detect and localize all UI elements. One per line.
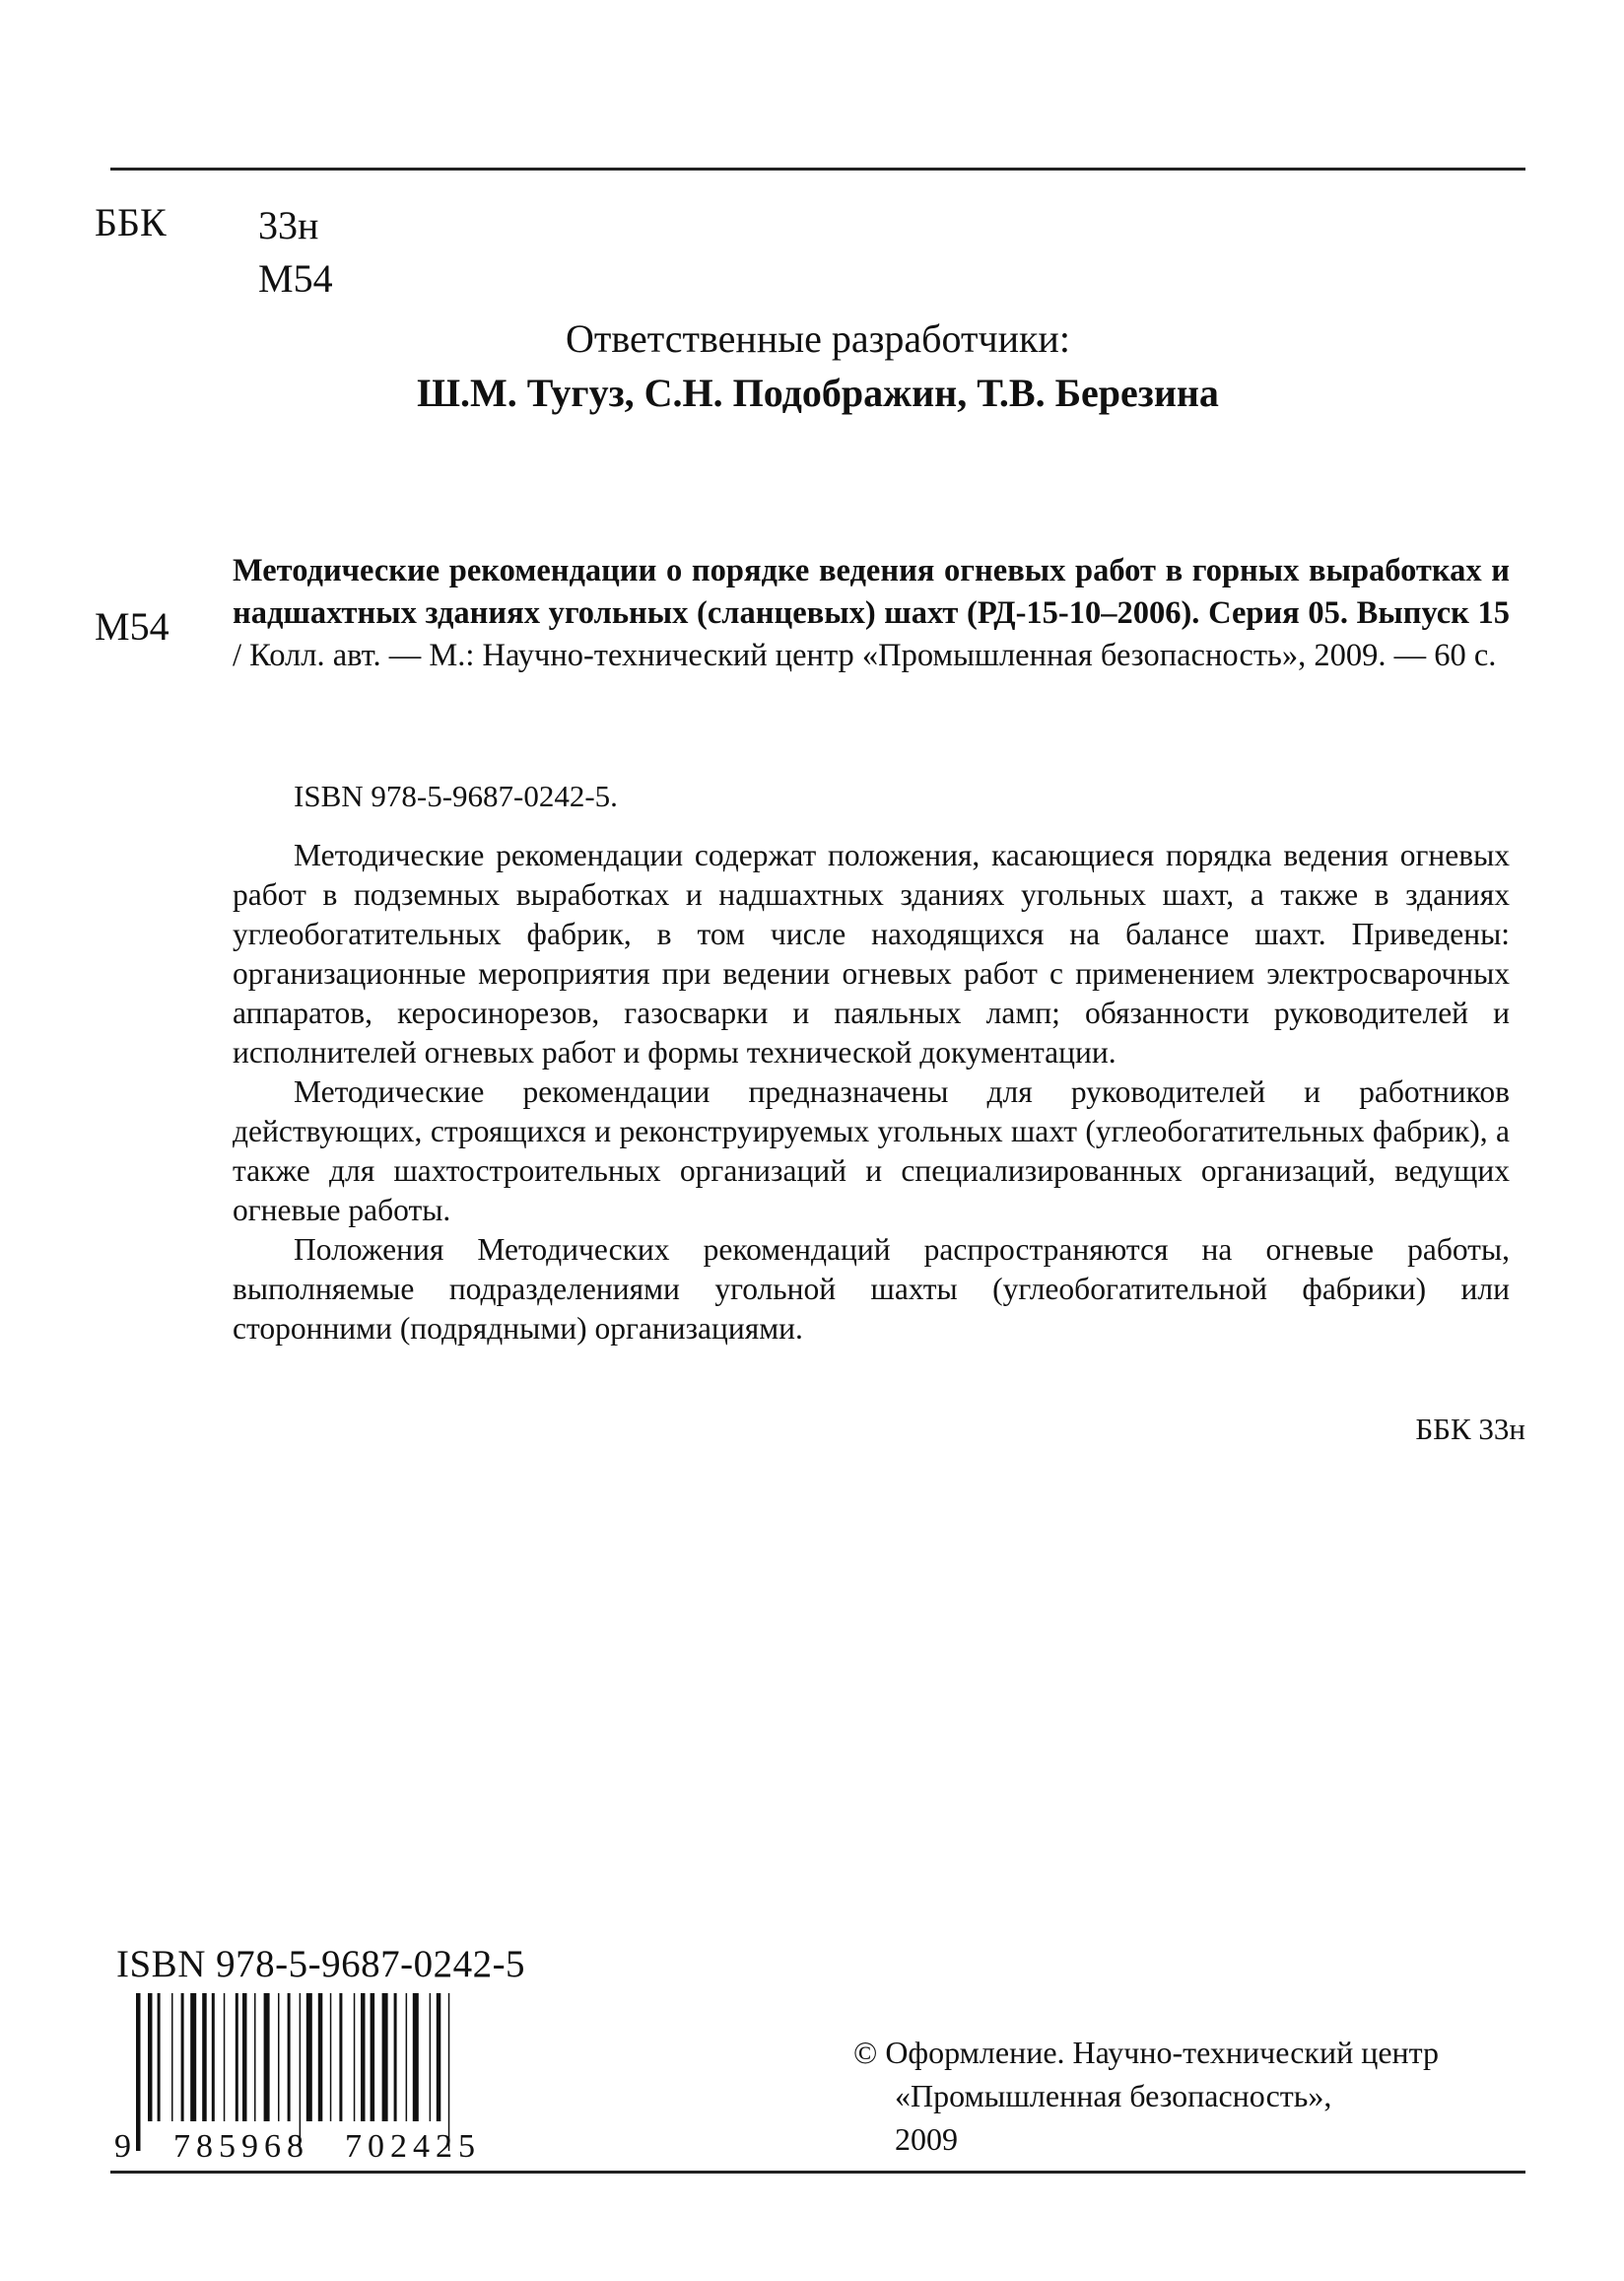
record-title: Методические рекомендации о порядке ведения огневых работ в горных выработках и надшахтных зданиях угольных (сланцевых) шахт (РД-15-10–2006). Серия 05. Выпуск 15 bbox=[233, 553, 1510, 631]
copyright-line-3: 2009 bbox=[895, 2121, 958, 2157]
annotation bbox=[233, 836, 1510, 1348]
barcode-bar bbox=[254, 1993, 256, 2121]
barcode-bar bbox=[339, 1993, 342, 2121]
bbk-label: ББК bbox=[95, 200, 167, 244]
barcode-bar bbox=[318, 1993, 323, 2121]
barcode-bar bbox=[171, 1993, 173, 2121]
bbk-author-sign: М54 bbox=[258, 256, 333, 301]
developers-names: Ш.М. Тугуз, С.Н. Подображин, Т.В. Березина bbox=[417, 371, 1219, 415]
bbk-codes bbox=[258, 199, 333, 306]
bottom-rule bbox=[110, 2171, 1525, 2174]
bibliographic-record bbox=[233, 550, 1510, 677]
barcode-bar bbox=[190, 1993, 196, 2121]
barcode-bar bbox=[361, 1993, 366, 2121]
barcode-bar bbox=[212, 1993, 215, 2121]
barcode-bar bbox=[394, 1993, 397, 2121]
barcode-bar bbox=[148, 1993, 153, 2121]
barcode-bar bbox=[430, 1993, 432, 2121]
barcode-first-digit: 9 bbox=[114, 2128, 131, 2161]
barcode-bar bbox=[278, 1993, 280, 2121]
annotation-paragraph-2: Методические рекомендации предназначены для руководителей и работников действующих, строящихся и реконструируемых угольных шахт (углеобогатительных фабрик), а также для шахтостроительных организаций и специализированных организаций, ведущих огневые работы. bbox=[233, 1074, 1510, 1227]
record-isbn: ISBN 978-5-9687-0242-5. bbox=[294, 779, 618, 813]
bbk-code-primary: 33н bbox=[258, 203, 319, 247]
copyright-line-2: «Промышленная безопасность», bbox=[895, 2078, 1332, 2113]
barcode-isbn: ISBN 978-5-9687-0242-5 bbox=[116, 1943, 526, 1985]
barcode-bar bbox=[136, 1993, 141, 2151]
barcode-bar bbox=[448, 1993, 450, 2151]
barcode-bar bbox=[437, 1993, 441, 2121]
barcode-bar bbox=[300, 1993, 302, 2151]
barcode-left-digits: 785968 bbox=[173, 2128, 309, 2161]
barcode-bar bbox=[413, 1993, 419, 2121]
bbk-index-right: ББК 33н bbox=[1415, 1412, 1525, 1446]
barcode-right-digits: 702425 bbox=[345, 2128, 481, 2161]
barcode-bar bbox=[406, 1993, 408, 2121]
annotation-paragraph-1: Методические рекомендации содержат положения, касающиеся порядка ведения огневых работ в подземных выработках и надшахтных зданиях угольных шахт, а также в зданиях углеобогатительных фабрик, в том числе находящихся на балансе шахт. Приведены: организационные мероприятия при ведении огневых работ с применением электросварочных аппаратов, керосинорезов, газосварки и паяльных ламп; обязанности руководителей и исполнителей огневых работ и формы технической документации. bbox=[233, 838, 1510, 1070]
barcode-bar bbox=[202, 1993, 207, 2121]
barcode-bar bbox=[330, 1993, 332, 2121]
top-rule bbox=[110, 168, 1525, 171]
barcode-bar bbox=[371, 1993, 375, 2121]
barcode-bar bbox=[181, 1993, 184, 2121]
barcode-bar bbox=[224, 1993, 226, 2121]
barcode-bar bbox=[236, 1993, 238, 2121]
responsible-developers bbox=[110, 315, 1525, 416]
author-sign: М54 bbox=[95, 604, 169, 649]
developers-caption: Ответственные разработчики: bbox=[566, 316, 1070, 361]
isbn-barcode bbox=[114, 1993, 536, 2161]
barcode-bar bbox=[264, 1993, 270, 2121]
barcode-bar bbox=[382, 1993, 388, 2121]
record-imprint: / Колл. авт. — М.: Научно-технический центр «Промышленная безопасность», 2009. — 60 с. bbox=[233, 638, 1497, 673]
barcode-bar bbox=[306, 1993, 312, 2121]
barcode-bars bbox=[136, 1993, 449, 2151]
barcode-bar bbox=[242, 1993, 247, 2121]
barcode-bar bbox=[354, 1993, 356, 2121]
annotation-paragraph-3: Положения Методических рекомендаций распространяются на огневые работы, выполняемые подразделениями угольной шахты (углеобогатительной фабрики) или сторонними (подрядными) организациями. bbox=[233, 1232, 1510, 1346]
copyright-notice bbox=[853, 2031, 1439, 2161]
barcode-bar bbox=[288, 1993, 291, 2121]
copyright-line-1: © Оформление. Научно-технический центр bbox=[853, 2035, 1440, 2070]
barcode-bar bbox=[158, 1993, 161, 2121]
